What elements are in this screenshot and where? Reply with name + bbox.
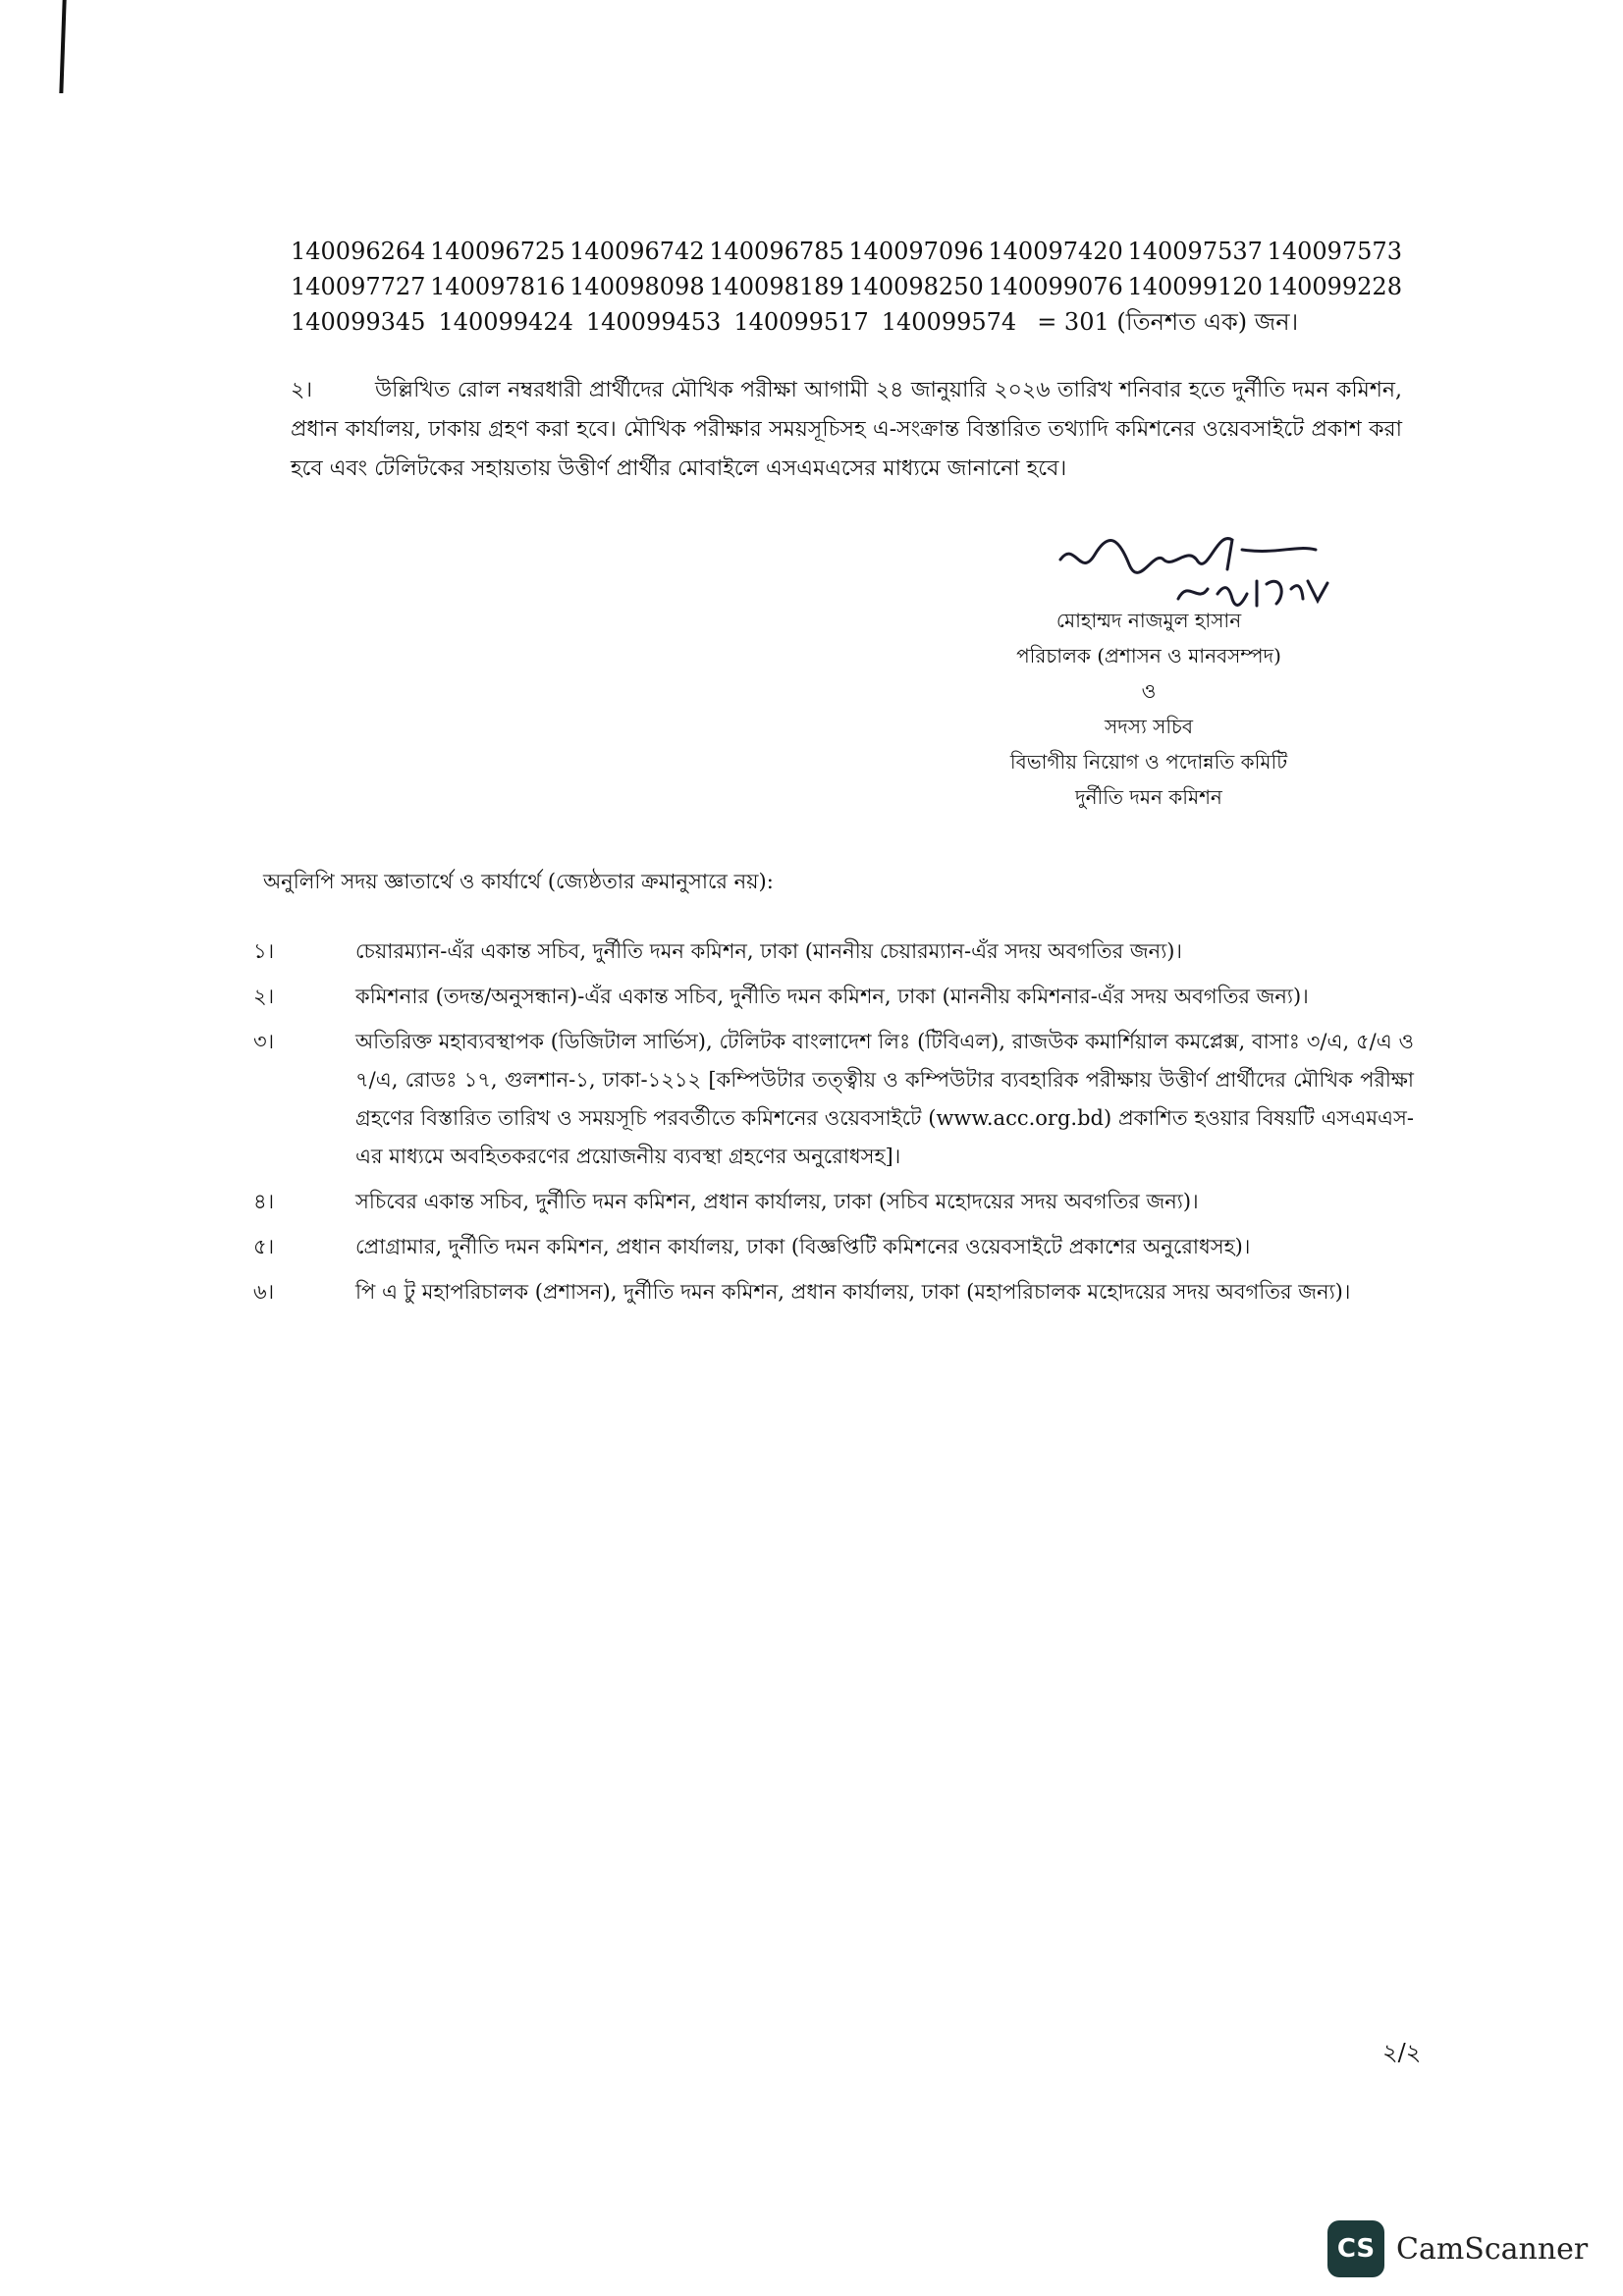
camscanner-logo-icon: CS [1327,2220,1384,2277]
roll-number: 140099345 [291,308,426,336]
list-item [253,933,1414,971]
roll-number: 140098189 [709,273,844,300]
roll-number: 140099453 [585,308,722,336]
signatory-title: পরিচালক (প্রশাসন ও মানবসম্পদ) [1016,644,1281,667]
list-item [253,1228,1414,1266]
list-item [253,978,1414,1016]
signatory-name: মোহাম্মদ নাজমুল হাসান [1055,609,1242,632]
roll-number: 140096725 [430,238,566,265]
signatory-organization: দুর্নীতি দমন কমিশন [1075,785,1222,809]
paragraph-number: ২। [291,378,313,402]
roll-number: 140099517 [733,308,869,336]
roll-number: 140096742 [569,238,705,265]
list-item-number: ১। [253,939,275,963]
camscanner-watermark [1327,2220,1588,2277]
roll-number: 140097096 [848,238,984,265]
roll-number: 140097573 [1267,238,1402,265]
roll-number: 140097816 [430,273,566,300]
paragraph-2 [291,371,1402,489]
list-item-text: সচিবের একান্ত সচিব, দুর্নীতি দমন কমিশন, প্রধান কার্যালয়, ঢাকা (সচিব মহোদয়ের সদয় অবগতির জন্য)। [355,1190,1199,1213]
copy-heading: অনুলিপি সদয় জ্ঞাতার্থে ও কার্যার্থে (জ্যেষ্ঠতার ক্রমানুসারে নয়): [263,870,774,893]
roll-number: 140099424 [438,308,573,336]
list-item-number: ৫। [253,1235,275,1258]
signatory-committee: বিভাগীয় নিয়োগ ও পদোন্নতি কমিটি [1009,750,1288,774]
roll-number: 140097727 [291,273,426,300]
roll-number: 140097420 [988,238,1123,265]
copy-list [253,933,1414,1318]
roll-number-list [291,234,1402,340]
list-item-text: কমিশনার (তদন্ত/অনুসন্ধান)-এঁর একান্ত সচিব, দুর্নীতি দমন কমিশন, ঢাকা (মাননীয় কমিশনার-এঁর সদয় অবগতির জন্য)। [355,985,1309,1008]
page-number: ২/২ [1382,2039,1422,2066]
list-item [253,1273,1414,1311]
roll-row [291,269,1402,304]
roll-number: 140097537 [1127,238,1263,265]
list-item-number: ২। [253,985,275,1008]
total-count: = 301 (তিনশত এক) জন। [1037,308,1299,336]
signatory-conjunction: ও [1141,679,1157,703]
roll-row [291,304,1402,340]
list-item-number: ৩। [253,1030,275,1053]
list-item [253,1023,1414,1176]
roll-number: 140096785 [709,238,844,265]
signatory-role: সদস্য সচিব [1105,715,1193,738]
camscanner-label: CamScanner [1396,2231,1589,2267]
roll-number: 140099228 [1267,273,1402,300]
roll-number: 140096264 [291,238,426,265]
list-item-text: চেয়ারম্যান-এঁর একান্ত সচিব, দুর্নীতি দমন কমিশন, ঢাকা (মাননীয় চেয়ারম্যান-এঁর সদয় অবগতির জন্য)। [355,939,1183,963]
roll-number: 140099120 [1127,273,1263,300]
list-item-number: ৪। [253,1190,275,1213]
roll-number: 140099076 [988,273,1123,300]
list-item [253,1183,1414,1221]
roll-number: 140099574 [881,308,1017,336]
list-item-text: পি এ টু মহাপরিচালক (প্রশাসন), দুর্নীতি দমন কমিশন, প্রধান কার্যালয়, ঢাকা (মহাপরিচালক মহোদয়ের সদয় অবগতির জন্য)। [355,1280,1351,1304]
roll-row [291,234,1402,269]
signatory-block [943,603,1355,815]
list-item-text: প্রোগ্রামার, দুর্নীতি দমন কমিশন, প্রধান কার্যালয়, ঢাকা (বিজ্ঞপ্তিটি কমিশনের ওয়েবসাইটে প্রকাশের অনুরোধসহ)। [355,1235,1251,1258]
roll-number: 140098098 [569,273,705,300]
roll-number: 140098250 [848,273,984,300]
scan-edge-mark [59,0,66,93]
list-item-number: ৬। [253,1280,275,1304]
paragraph-text: উল্লিখিত রোল নম্বরধারী প্রার্থীদের মৌখিক পরীক্ষা আগামী ২৪ জানুয়ারি ২০২৬ তারিখ শনিবার হতে দুর্নীতি দমন কমিশন, প্রধান কার্যালয়, ঢাকায় গ্রহণ করা হবে। মৌখিক পরীক্ষার সময়সূচিসহ এ-সংক্রান্ত বিস্তারিত তথ্যাদি কমিশনের ওয়েবসাইটে প্রকাশ করা হবে এবং টেলিটকের সহায়তায় উত্তীর্ণ প্রার্থীর মোবাইলে এসএমএসের মাধ্যমে জানানো হবে। [291,378,1402,481]
list-item-text: অতিরিক্ত মহাব্যবস্থাপক (ডিজিটাল সার্ভিস), টেলিটক বাংলাদেশ লিঃ (টিবিএল), রাজউক কমার্শিয়াল কমপ্লেক্স, বাসাঃ ৩/এ, ৫/এ ও ৭/এ, রোডঃ ১৭, গুলশান-১, ঢাকা-১২১২ [কম্পিউটার তত্ত্বীয় ও কম্পিউটার ব্যবহারিক পরীক্ষায় উত্তীর্ণ প্রার্থীদের মৌখিক পরীক্ষা গ্রহণের বিস্তারিত তারিখ ও সময়সূচি পরবর্তীতে কমিশনের ওয়েবসাইটে (www.acc.org.bd) প্রকাশিত হওয়ার বিষয়টি এসএমএস-এর মাধ্যমে অবহিতকরণের প্রয়োজনীয় ব্যবস্থা গ্রহণের অনুরোধসহ]। [355,1030,1414,1168]
